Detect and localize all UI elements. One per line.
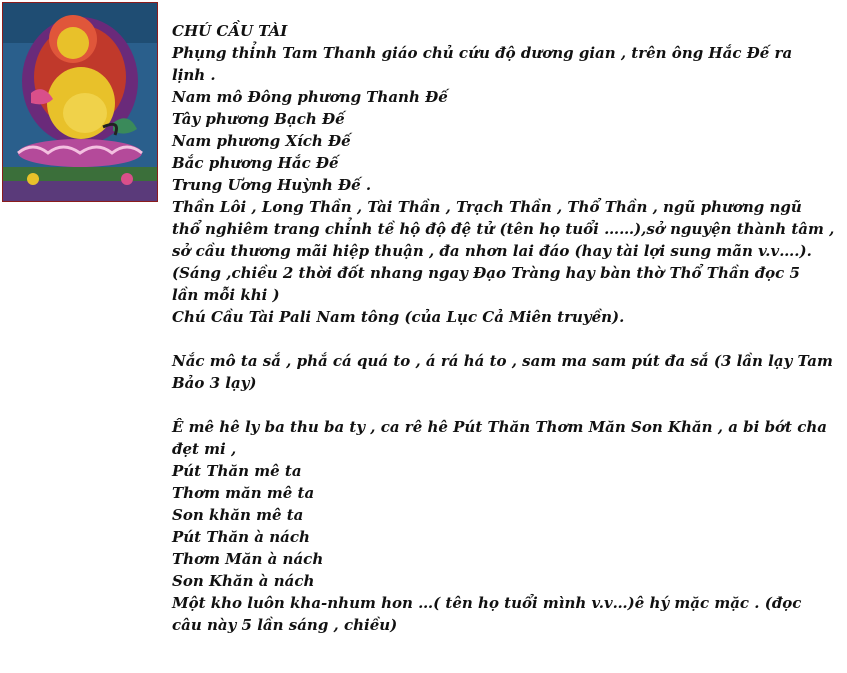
text-line: Nam mô Đông phương Thanh Đế: [172, 88, 448, 106]
text-line: Nam phương Xích Đế: [172, 132, 351, 150]
text-line: Pút Thăn à nách: [172, 528, 310, 546]
text-line: Ê mê hê ly ba thu ba ty , ca rê hê Pút Thăn Thơm Măn Son Khăn , a bi bớt cha: [172, 418, 827, 436]
text-line: Trung Ương Huỳnh Đế .: [172, 176, 372, 194]
text-line: Bắc phương Hắc Đế: [172, 154, 339, 172]
text-line: lần mỗi khi ): [172, 286, 280, 304]
text-line: câu này 5 lần sáng , chiều): [172, 616, 398, 634]
text-line: thổ nghiêm trang chỉnh tề hộ độ đệ tử (tên họ tuổi ……),sở nguyện thành tâm ,: [172, 220, 835, 238]
text-line: Thơm Măn à nách: [172, 550, 324, 568]
text-line: Một kho luôn kha-nhum hon …( tên họ tuổi mình v.v…)ê hý mặc mặc . (đọc: [172, 594, 802, 612]
text-line: Thần Lôi , Long Thần , Tài Thần , Trạch Thần , Thổ Thần , ngũ phương ngũ: [172, 198, 802, 216]
text-line: Pút Thăn mê ta: [172, 462, 302, 480]
text-line: (Sáng ,chiều 2 thời đốt nhang ngay Đạo Tràng hay bàn thờ Thổ Thần đọc 5: [172, 264, 800, 282]
text-line: Son Khăn à nách: [172, 572, 315, 590]
text-line: lịnh .: [172, 66, 216, 84]
text-line: Phụng thỉnh Tam Thanh giáo chủ cứu độ dương gian , trên ông Hắc Đế ra: [172, 44, 793, 62]
text-line: Chú Cầu Tài Pali Nam tông (của Lục Cả Miên truyền).: [172, 308, 625, 326]
blank-line: [172, 328, 832, 350]
text-line: sở cầu thương mãi hiệp thuận , đa nhơn lai đáo (hay tài lợi sung mãn v.v….).: [172, 242, 812, 260]
text-line: Tây phương Bạch Đế: [172, 110, 345, 128]
deity-thangka-image: [2, 2, 158, 202]
text-line: Bảo 3 lạy): [172, 374, 257, 392]
text-line: đẹt mi ,: [172, 440, 237, 458]
text-line: Nắc mô ta sắ , phắ cá quá to , á rá há to , sam ma sam pút đa sắ (3 lần lạy Tam: [172, 352, 833, 370]
title-line: CHÚ CẦU TÀI: [172, 22, 288, 40]
text-line: Son khăn mê ta: [172, 506, 304, 524]
mantra-text: [172, 20, 835, 636]
text-line: Thơm măn mê ta: [172, 484, 315, 502]
blank-line: [172, 394, 832, 416]
